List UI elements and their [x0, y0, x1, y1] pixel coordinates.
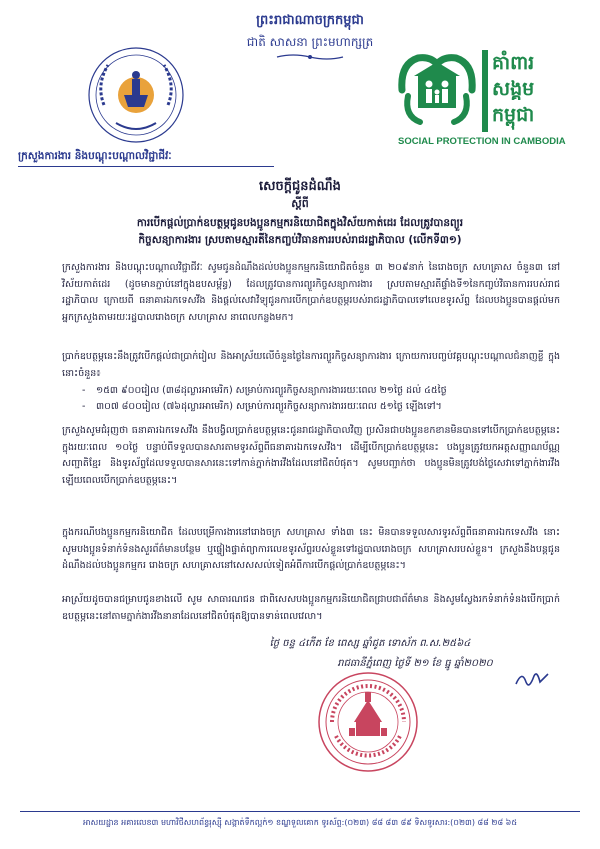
logo-divider: [482, 50, 488, 132]
document-title: [40, 215, 560, 249]
list-item: - ១៥៣ ៩០០រៀល (៣៨ដុល្លារអាមេរិក) សម្រាប់ការព្យួរកិច្ចសន្យាការងាររយៈពេល ២១ថ្ងៃ ដល់ ៤៥ថ្ងៃ: [82, 383, 560, 399]
footer-address: អាសយដ្ឋាន អគារលេខ៣ មហាវិថីសហព័ន្ធរុស្ស៊ី សង្កាត់ទឹកល្អក់១ ខណ្ឌទួលគោក ទូរស័ព្ទ:(០២៣) ៨៨ ៨៣ ៨៩ ទិសទូរសារ:(០២៣) ៨៨ ២៨ ៦៥: [83, 818, 517, 827]
paragraph-1: ក្រសួងការងារ និងបណ្តុះបណ្តាលវិជ្ជាជីវៈ សូមជូនដំណឹងដល់បងប្អូនកម្មករនិយោជិតចំនួន ៣ ២០៩នាក់ នៃរោងចក្រ សហគ្រាស ចំនួន៣ នៅវិស័យកាត់ដេរ (ដូចមានភ្ជាប់នៅក្នុងឧបសម្ព័ន្ធ) ដែលត្រូវបានការព្យួរកិច្ចសន្យាការងារ ស្របតាមស្មារតីផ្ទាំងទី១នៃកញ្ចប់វិធានការរបស់រាជរដ្ឋាភិបាល ក្រោយពី ធនាគារឯកទេសវីង និងផ្តល់សេវាវិទ្យុជូនការបើកប្រាក់ឧបត្ថម្ភរបស់រាជរដ្ឋាភិបាលទៅលេខទូរស័ព្ទ ដែលបងប្អូនបានផ្តល់មកអ្នកក្រសួងតាមរយៈរដ្ឋបាលរោងចក្រ សហគ្រាស នាពេលកន្លងមក។: [62, 262, 560, 323]
document-about: ស្តីពី: [291, 197, 309, 210]
paragraph-3: ក្រសួងសូមជំរុញថា ធនាគារឯកទេសវីង នឹងបង្វិលប្រាក់ឧបត្ថម្ភនេះជូនរាជរដ្ឋាភិបាលវិញ ប្រសិនជាបងប្អូនខកខានមិនបានទៅបើកប្រាក់ឧបត្ថម្ភនេះក្នុងរយៈពេល ១០ថ្ងៃ បន្ទាប់ពីទទួលបានសារតាមទូរស័ព្ទពីធនាគារឯកទេសវីង។ ដើម្បីបើកប្រាក់ឧបត្ថម្ភនេះ បងប្អូនត្រូវយកអត្តសញ្ញាណប័ណ្ណសញ្ជាតិខ្មែរ និងទូរស័ព្ទដែលទទួលបានសារនេះទៅកាន់ភ្នាក់ងារវីងដែលនៅជិតបំផុត។ សូមបញ្ជាក់ថា បងប្អូនមិនត្រូវបង់ថ្លៃសេវាទៅភ្នាក់ងារវីងឡើយពេលបើកប្រាក់ឧបត្ថម្ភនេះ។: [62, 425, 560, 486]
sp-khmer-line1: គាំពារ: [492, 52, 535, 74]
paragraph-4: ក្នុងករណីបងប្អូនកម្មករនិយោជិត ដែលបម្រើការងារនៅរោងចក្រ សហគ្រាស ទាំង៣ នេះ មិនបានទទួលសារទូរស័ព្ទពីធនាគារឯកទេសវីង នោះសូមបងប្អូនទំនាក់ទំនងសួរព័ត៌មានបន្ថែម ឬផ្ទៀងផ្ទាត់ព្យាការលេខទូរស័ព្ទរបស់ខ្លួនទៅរដ្ឋបាលរោងចក្រ សហគ្រាសរបស់ខ្លួន។ ក្រសួងនឹងបន្តជូនដំណឹងដល់បងប្អូនកម្មករ រោងចក្រ សហគ្រាសនៅសេសសល់ទៀតអំពីការបើកផ្តល់ប្រាក់ឧបត្ថម្ភនេះ។: [62, 527, 560, 571]
sp-english-name: SOCIAL PROTECTION IN CAMBODIA: [398, 136, 566, 147]
ornament-divider-icon: [275, 53, 345, 61]
ministry-seal-icon: [86, 45, 186, 147]
kingdom-heading: ព្រះរាជាណាចក្រកម្ពុជា: [256, 13, 364, 28]
national-motto: ជាតិ សាសនា ព្រះមហាក្សត្រ: [246, 35, 374, 49]
footer-divider: [20, 811, 580, 812]
document-type: សេចក្តីជូនដំណឹង: [259, 179, 341, 194]
family-house-icon: [398, 50, 476, 128]
signature-mark: [512, 668, 552, 692]
social-protection-logo: [398, 50, 588, 158]
list-item: - ៣០៧ ៨០០រៀល (៧៦ដុល្លារអាមេរិក) សម្រាប់ការព្យួរកិច្ចសន្យាការងាររយៈពេល ៥១ថ្ងៃ ឡើងទៅ។: [82, 399, 560, 415]
allowance-list: [82, 383, 560, 415]
sp-khmer-line2: សង្គម: [492, 78, 535, 100]
ministry-underline: [18, 166, 274, 167]
sp-khmer-line3: កម្ពុជា: [492, 104, 535, 126]
ministry-name: ក្រសួងការងារ និងបណ្តុះបណ្តាលវិជ្ជាជីវៈ: [18, 150, 172, 162]
paragraph-2: ប្រាក់ឧបត្ថម្ភនេះនឹងត្រូវបើកផ្តល់ជាប្រាក់រៀល និងអាស្រ័យលើចំនួនថ្ងៃនៃការព្យួរកិច្ចសន្យាការងារ ក្រោយការបញ្ចប់វគ្គបណ្តុះបណ្តាលជំនាញខ្លី ក្នុងនោះចំនួន៖: [62, 351, 560, 379]
solar-date: រាជធានីភ្នំពេញ ថ្ងៃទី ២១ ខែ ធ្នូ ឆ្នាំ២០២០: [337, 658, 493, 669]
lunar-date: ថ្ងៃ ចន្ទ ៤កើត ខែ ពេស្ស ឆ្នាំជូត ទោស័ក ព.ស.២៥៦៤: [269, 638, 471, 649]
title-line-2: កិច្ចសន្យាការងារ ស្របតាមស្មារតីនៃកញ្ចប់វិធានការរបស់រាជរដ្ឋាភិបាល (លើកទី៣១): [138, 234, 462, 246]
official-seal-stamp: [316, 670, 420, 774]
paragraph-5: អាស្រ័យដូចបានជម្រាបជូនខាងលើ សូម សាធារណជន ជាពិសេសបងប្អូនកម្មករនិយោជិតជ្រាបជាព័ត៌មាន និងសូមស្វែងរកទំនាក់ទំនងបើកប្រាក់ឧបត្ថម្ភនេះនៅតាមភ្នាក់ងារវីងនានាដែលនៅជិតបំផុតឱ្យបានទាន់ពេលវេលា។: [62, 594, 560, 622]
title-line-1: ការបើកផ្តល់ប្រាក់ឧបត្ថម្ភជូនបងប្អូនកម្មករនិយោជិតក្នុងវិស័យកាត់ដេរ ដែលត្រូវបានព្យួរ: [136, 217, 464, 229]
